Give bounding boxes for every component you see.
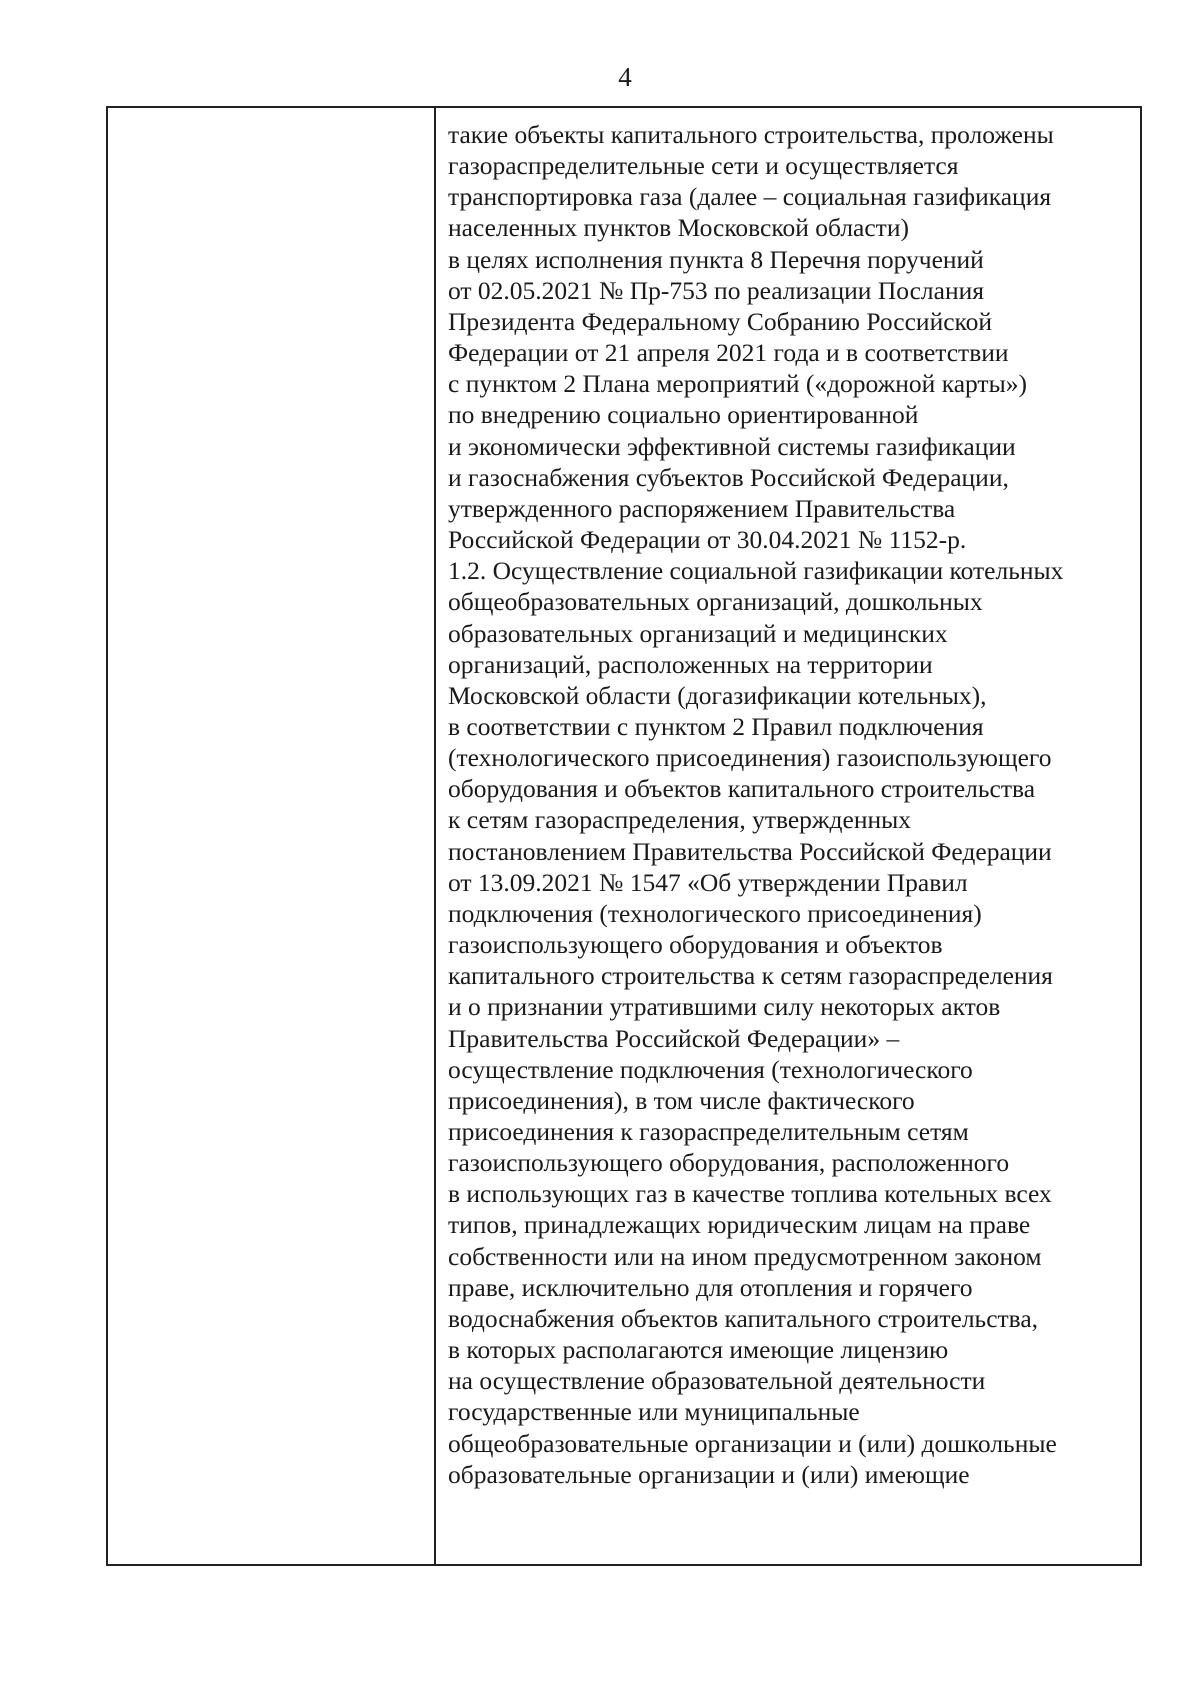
text-line: постановлением Правительства Российской Федерации	[448, 836, 1052, 866]
text-line: Российской Федерации от 30.04.2021 № 1152-р.	[448, 525, 967, 555]
text-line: газоиспользующего оборудования и объектов	[448, 930, 943, 960]
text-line: оборудования и объектов капитального строительства	[448, 774, 1036, 804]
text-line: и экономически эффективной системы газификации	[448, 431, 1016, 461]
text-line: присоединения к газораспределительным сетям	[448, 1117, 969, 1146]
text-line: в которых располагаются имеющие лицензию	[448, 1335, 949, 1365]
text-line: праве, исключительно для отопления и горячего	[448, 1272, 973, 1302]
text-line: общеобразовательные организации и (или) дошкольные	[448, 1428, 1057, 1458]
text-line: водоснабжения объектов капитального строительства,	[448, 1303, 1039, 1333]
text-line: газораспределительные сети и осуществляется	[448, 151, 959, 181]
text-line: 1.2. Осуществление социальной газификации котельных	[448, 556, 1064, 586]
text-line: такие объекты капитального строительства, проложены	[448, 120, 1054, 149]
text-line: и о признании утратившими силу некоторых актов	[448, 992, 1001, 1022]
text-line: Президента Федеральному Собранию Российской	[448, 306, 993, 336]
text-line: с пунктом 2 Плана мероприятий («дорожной карты»)	[448, 369, 1027, 399]
text-line: образовательные организации и (или) имеющие	[448, 1459, 970, 1489]
text-line: в целях исполнения пункта 8 Перечня поручений	[448, 244, 984, 274]
text-line: и газоснабжения субъектов Российской Федерации,	[448, 462, 1009, 492]
text-line: населенных пунктов Московской области)	[448, 213, 909, 243]
page-number: 4	[618, 62, 632, 92]
text-line: утвержденного распоряжением Правительства	[448, 493, 956, 523]
text-line: к сетям газораспределения, утвержденных	[448, 805, 912, 835]
text-line: организаций, расположенных на территории	[448, 649, 933, 679]
text-line: присоединения), в том числе фактического	[448, 1085, 915, 1115]
text-line: по внедрению социально ориентированной	[448, 400, 919, 430]
text-line: общеобразовательных организаций, дошкольных	[448, 587, 983, 617]
table-right-cell	[436, 108, 1140, 1564]
text-line: газоиспользующего оборудования, расположенного	[448, 1148, 1010, 1178]
text-line: транспортировка газа (далее – социальная газификация	[448, 182, 1052, 212]
text-line: капитального строительства к сетям газораспределения	[448, 961, 1053, 991]
text-line: (технологического присоединения) газоиспользующего	[448, 743, 1052, 773]
text-line: на осуществление образовательной деятельности	[448, 1366, 986, 1396]
text-line: Московской области (догазификации котельных),	[448, 680, 987, 710]
table-left-cell	[108, 108, 436, 1564]
text-line: осуществление подключения (технологического	[448, 1054, 973, 1084]
text-line: Правительства Российской Федерации» –	[448, 1023, 900, 1053]
text-line: Федерации от 21 апреля 2021 года и в соответствии	[448, 338, 1009, 368]
text-line: типов, принадлежащих юридическим лицам на праве	[448, 1210, 1031, 1240]
text-line: от 02.05.2021 № Пр-753 по реализации Послания	[448, 275, 984, 305]
text-line: в соответствии с пунктом 2 Правил подключения	[448, 711, 984, 741]
text-line: подключения (технологического присоединения)	[448, 898, 982, 928]
text-line: в использующих газ в качестве топлива котельных всех	[448, 1179, 1052, 1209]
text-line: государственные или муниципальные	[448, 1397, 860, 1427]
text-line: образовательных организаций и медицинских	[448, 618, 948, 648]
document-table	[106, 106, 1142, 1566]
text-line: от 13.09.2021 № 1547 «Об утверждении Правил	[448, 867, 968, 897]
text-line: собственности или на ином предусмотренном законом	[448, 1241, 1042, 1271]
